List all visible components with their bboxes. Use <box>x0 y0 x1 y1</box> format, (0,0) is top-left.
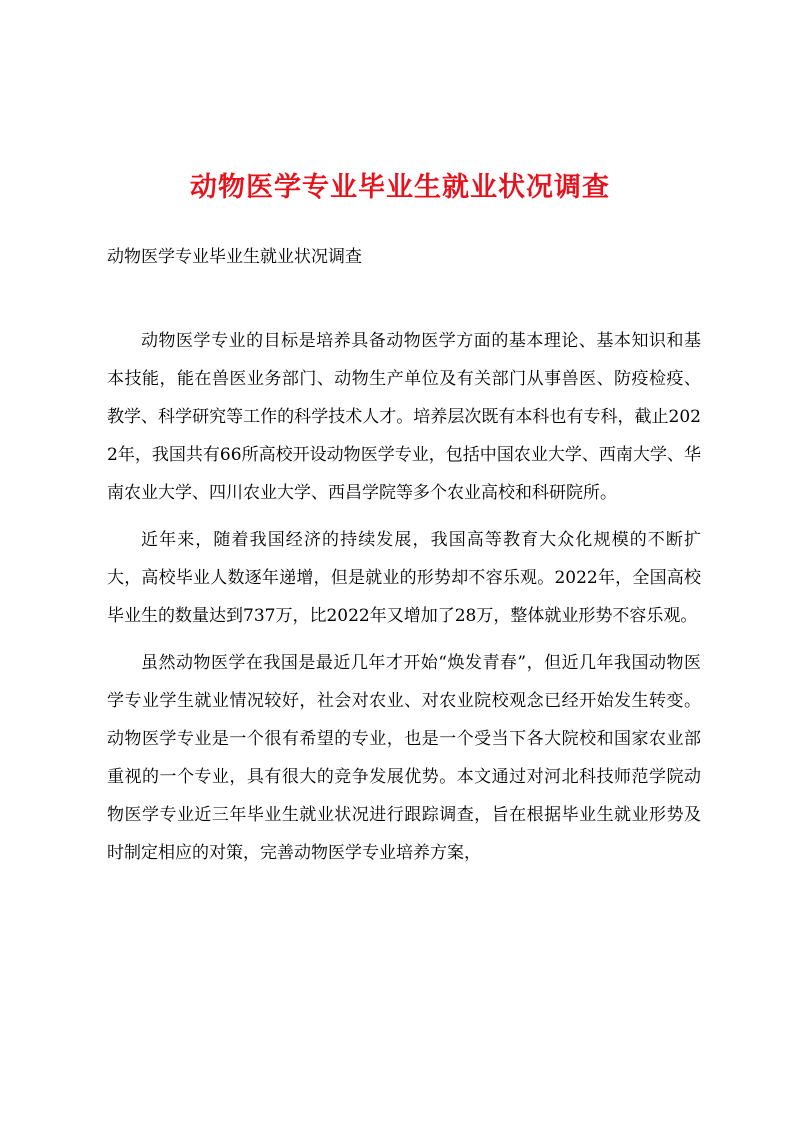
document-subtitle: 动物医学专业毕业生就业状况调查 <box>107 247 362 267</box>
document-title: 动物医学专业毕业生就业状况调查 <box>190 172 610 203</box>
document-body <box>107 322 701 881</box>
paragraph-2: 近年来，随着我国经济的持续发展，我国高等教育大众化规模的不断扩大，高校毕业人数逐年递增，但是就业的形势却不容乐观。2022年，全国高校毕业生的数量达到737万，比2022年又增加了28万，整体就业形势不容乐观。 <box>107 530 701 626</box>
paragraph-1: 动物医学专业的目标是培养具备动物医学方面的基本理论、基本知识和基本技能，能在兽医业务部门、动物生产单位及有关部门从事兽医、防疫检疫、教学、科学研究等工作的科学技术人才。培养层次既有本科也有专科，截止2022年，我国共有66所高校开设动物医学专业，包括中国农业大学、西南大学、华南农业大学、四川农业大学、西昌学院等多个农业高校和科研院所。 <box>107 331 701 503</box>
paragraph-3: 虽然动物医学在我国是最近几年才开始“焕发青春”，但近几年我国动物医学专业学生就业情况较好，社会对农业、对农业院校观念已经开始发生转变。动物医学专业是一个很有希望的专业，也是一个受当下各大院校和国家农业部重视的一个专业，具有很大的竞争发展优势。本文通过对河北科技师范学院动物医学专业近三年毕业生就业状况进行跟踪调查，旨在根据毕业生就业形势及时制定相应的对策，完善动物医学专业培养方案， <box>107 653 701 863</box>
